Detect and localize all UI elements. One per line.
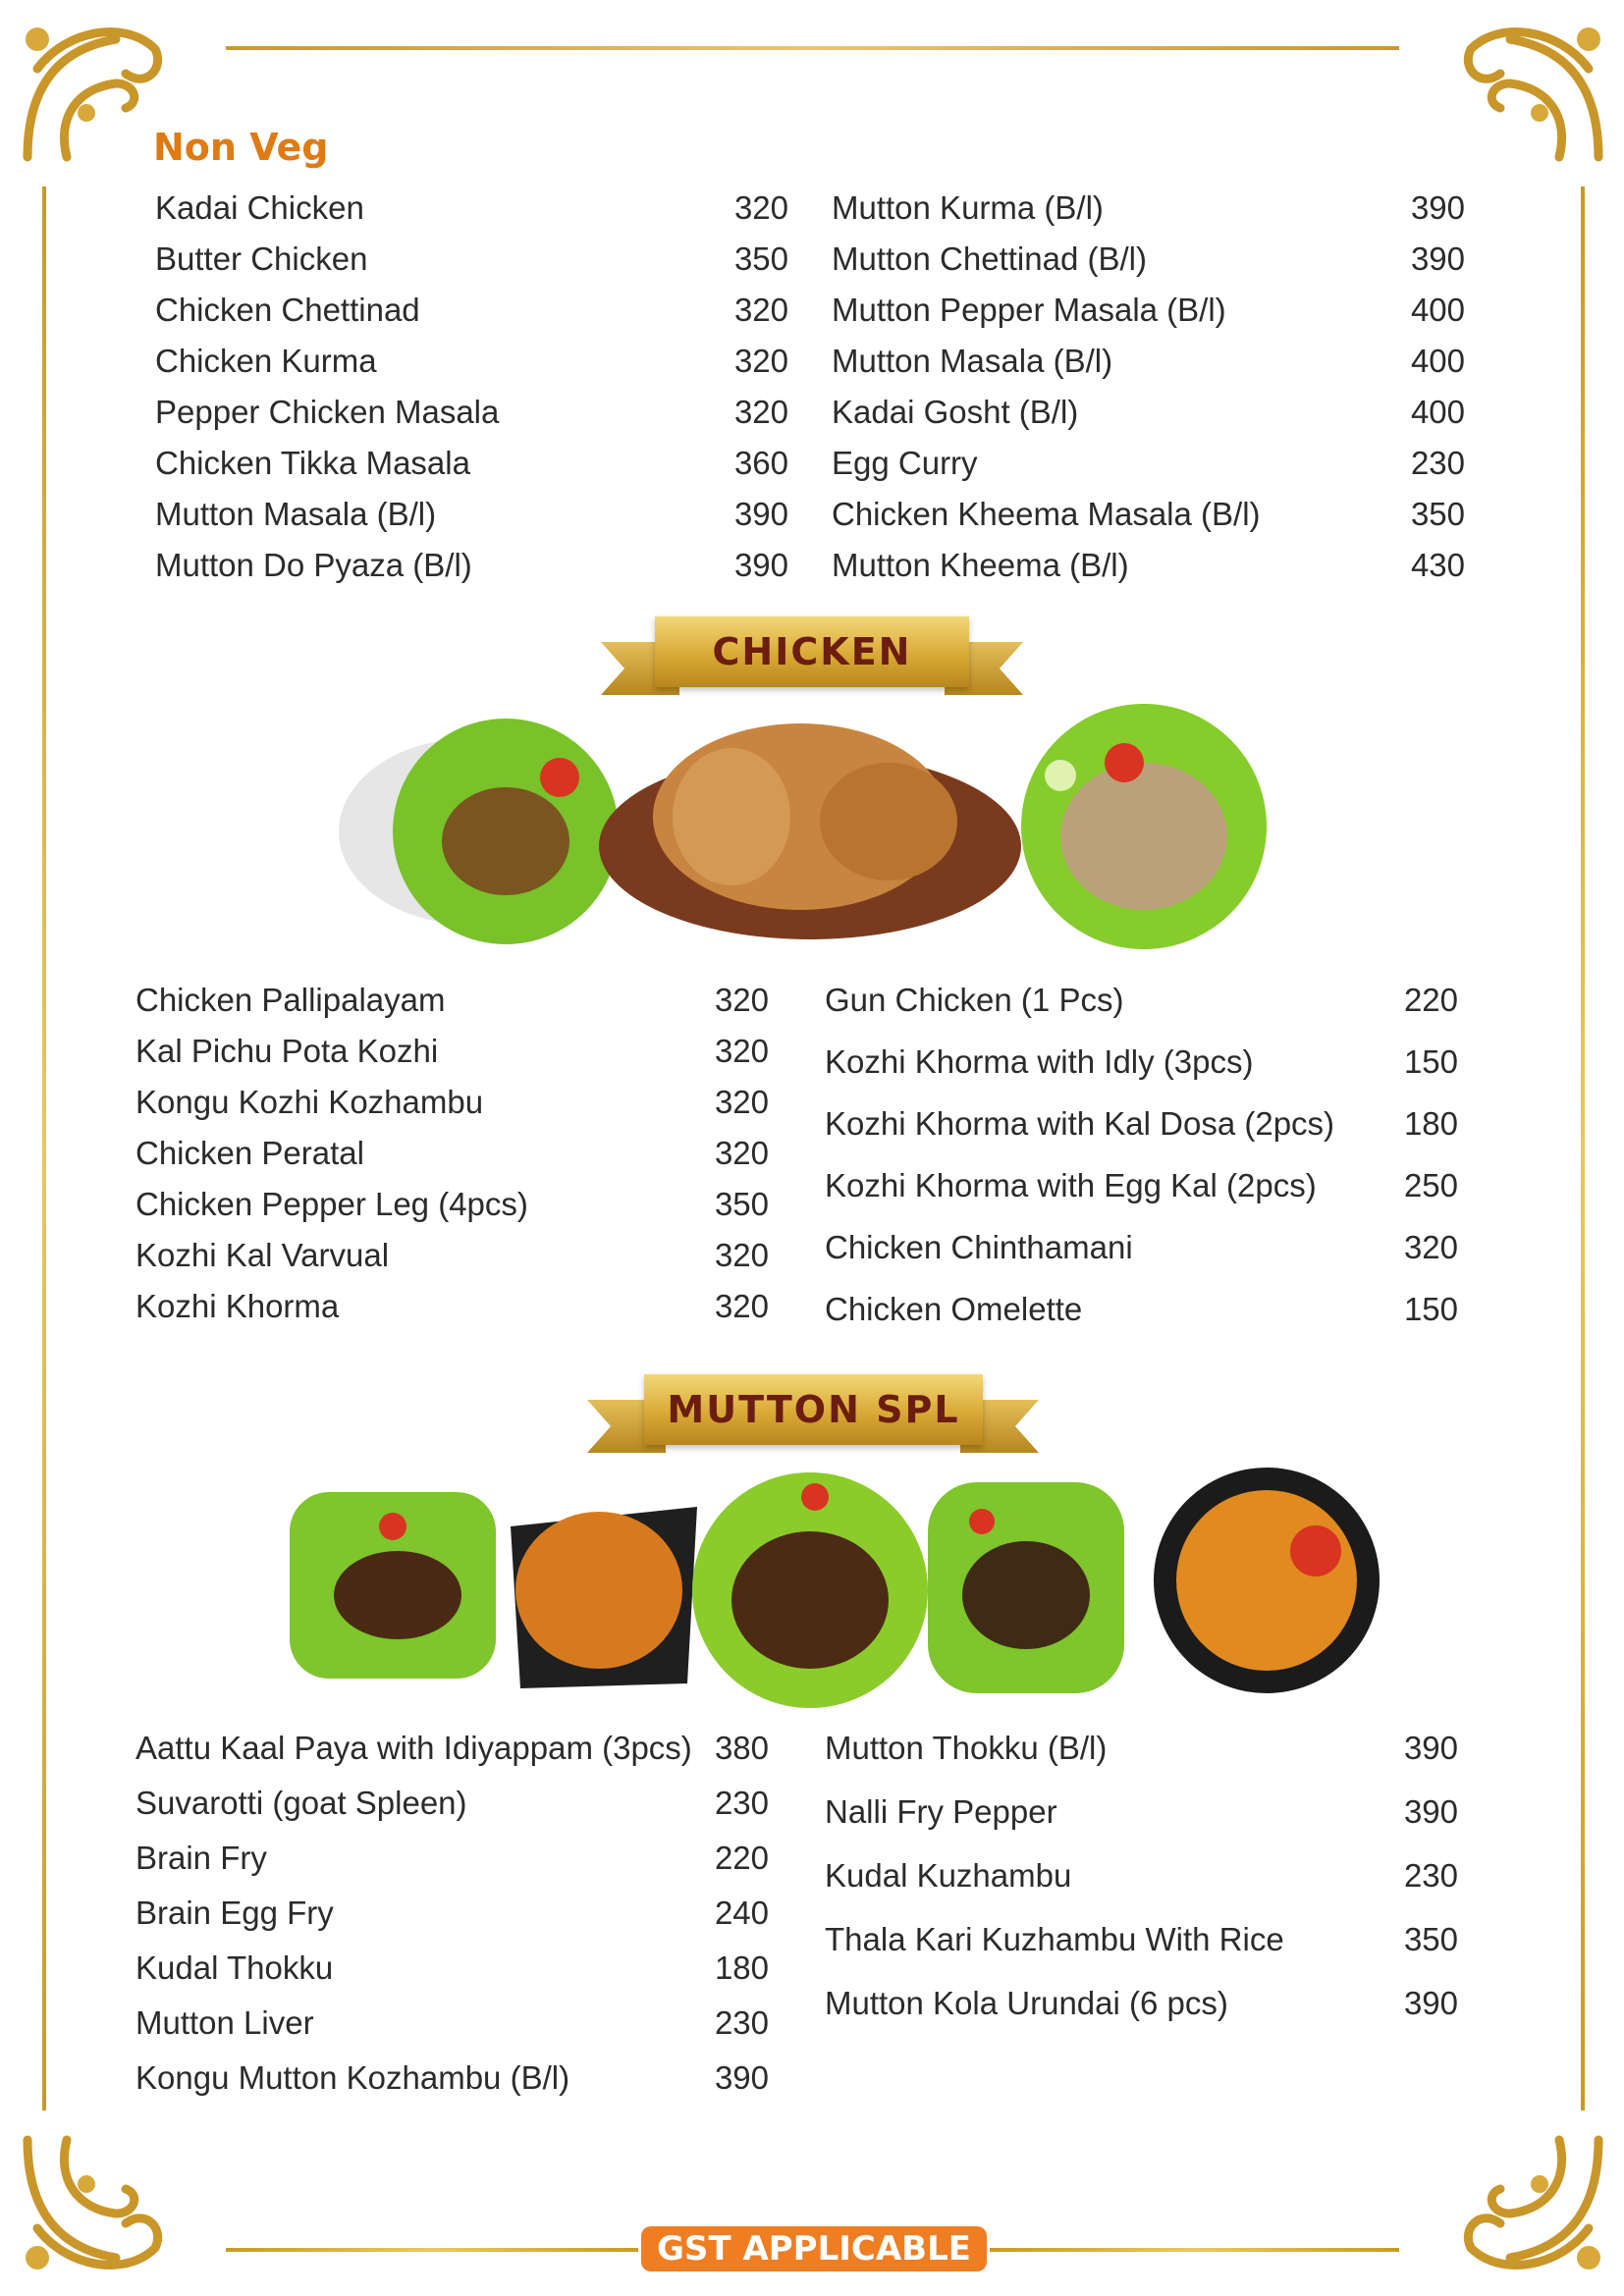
menu-item — [832, 394, 1465, 431]
item-price: 230 — [1410, 445, 1465, 481]
mutton-banner-label: MUTTON SPL — [644, 1374, 983, 1445]
menu-item — [825, 1921, 1458, 1958]
non-veg-left-list — [155, 189, 788, 602]
item-price: 390 — [1403, 1985, 1458, 2021]
menu-item — [832, 292, 1465, 329]
item-price: 390 — [1410, 240, 1465, 277]
item-name: Gun Chicken (1 Pcs) — [825, 982, 1124, 1018]
item-price: 390 — [1403, 1793, 1458, 1830]
menu-item — [825, 1985, 1458, 2022]
item-price: 150 — [1403, 1291, 1458, 1327]
item-name: Mutton Do Pyaza (B/l) — [155, 547, 472, 583]
mutton-banner — [587, 1374, 1039, 1463]
item-name: Aattu Kaal Paya with Idiyappam (3pcs) — [135, 1730, 692, 1766]
menu-item — [135, 2004, 769, 2042]
item-price: 220 — [714, 1840, 769, 1876]
ornament-bottom-left-icon — [8, 2120, 175, 2287]
menu-item — [135, 1033, 769, 1070]
item-price: 430 — [1410, 547, 1465, 583]
item-name: Kal Pichu Pota Kozhi — [135, 1033, 439, 1069]
menu-item — [135, 1895, 769, 1932]
item-name: Kudal Thokku — [135, 1949, 334, 1986]
gst-applicable-badge: GST APPLICABLE — [641, 2226, 987, 2271]
chicken-banner-label: CHICKEN — [655, 616, 969, 687]
menu-item — [825, 1291, 1458, 1328]
item-name: Mutton Masala (B/l) — [155, 496, 437, 532]
menu-item — [155, 445, 788, 482]
item-name: Chicken Omelette — [825, 1291, 1083, 1327]
item-name: Chicken Kheema Masala (B/l) — [832, 496, 1261, 532]
chicken-banner — [601, 616, 1023, 705]
item-price: 320 — [714, 1237, 769, 1273]
chicken-left-list — [135, 982, 769, 1345]
mutton-right-list — [825, 1730, 1458, 2044]
menu-item — [825, 1043, 1458, 1081]
item-name: Kudal Kuzhambu — [825, 1857, 1072, 1894]
menu-item — [155, 394, 788, 431]
item-price: 320 — [714, 1135, 769, 1171]
item-name: Mutton Thokku (B/l) — [825, 1730, 1108, 1766]
item-name: Kozhi Khorma with Kal Dosa (2pcs) — [825, 1105, 1335, 1142]
menu-item — [825, 982, 1458, 1019]
item-name: Mutton Masala (B/l) — [832, 343, 1113, 379]
menu-item — [825, 1793, 1458, 1831]
item-name: Mutton Liver — [135, 2004, 314, 2041]
item-price: 350 — [1410, 496, 1465, 532]
item-name: Mutton Kurma (B/l) — [832, 189, 1104, 226]
item-price: 320 — [1403, 1229, 1458, 1265]
item-price: 350 — [733, 240, 788, 277]
item-price: 320 — [733, 394, 788, 430]
menu-item — [832, 445, 1465, 482]
item-name: Mutton Kola Urundai (6 pcs) — [825, 1985, 1228, 2021]
non-veg-right-list — [832, 189, 1465, 602]
item-name: Chicken Kurma — [155, 343, 377, 379]
bottom-border-line-right — [990, 2248, 1399, 2252]
item-price: 320 — [733, 189, 788, 226]
mutton-left-list — [135, 1730, 769, 2103]
item-name: Pepper Chicken Masala — [155, 394, 500, 430]
item-name: Chicken Pepper Leg (4pcs) — [135, 1186, 528, 1222]
menu-item — [135, 1135, 769, 1172]
menu-item — [135, 1730, 769, 1767]
menu-item — [832, 189, 1465, 227]
item-name: Kozhi Khorma with Egg Kal (2pcs) — [825, 1167, 1317, 1203]
menu-item — [832, 240, 1465, 278]
item-price: 230 — [1403, 1857, 1458, 1894]
item-price: 390 — [1403, 1730, 1458, 1766]
item-name: Chicken Chinthamani — [825, 1229, 1133, 1265]
chicken-dish-images — [339, 699, 1281, 964]
item-price: 220 — [1403, 982, 1458, 1018]
right-border-line — [1581, 187, 1585, 2110]
menu-item — [135, 1785, 769, 1822]
item-name: Thala Kari Kuzhambu With Rice — [825, 1921, 1284, 1957]
item-price: 180 — [714, 1949, 769, 1986]
ornament-top-right-icon — [1451, 10, 1618, 177]
menu-item — [155, 292, 788, 329]
menu-item — [135, 1840, 769, 1877]
item-price: 320 — [714, 1084, 769, 1120]
menu-item — [135, 1237, 769, 1274]
item-name: Kadai Gosht (B/l) — [832, 394, 1079, 430]
item-price: 320 — [714, 1288, 769, 1324]
item-price: 230 — [714, 2004, 769, 2041]
menu-item — [135, 1949, 769, 1987]
menu-item — [135, 1084, 769, 1121]
item-name: Chicken Pallipalayam — [135, 982, 446, 1018]
item-name: Nalli Fry Pepper — [825, 1793, 1057, 1830]
item-name: Mutton Chettinad (B/l) — [832, 240, 1147, 277]
menu-item — [155, 343, 788, 380]
menu-item — [135, 2059, 769, 2097]
item-price: 320 — [714, 1033, 769, 1069]
menu-item — [832, 496, 1465, 533]
menu-item — [832, 343, 1465, 380]
item-name: Chicken Peratal — [135, 1135, 364, 1171]
item-price: 230 — [714, 1785, 769, 1821]
menu-item — [155, 189, 788, 227]
mutton-dish-images — [285, 1468, 1394, 1713]
item-price: 390 — [733, 496, 788, 532]
menu-item — [135, 982, 769, 1019]
item-name: Chicken Tikka Masala — [155, 445, 470, 481]
item-price: 320 — [733, 292, 788, 328]
top-border-line — [226, 46, 1399, 50]
non-veg-title: Non Veg — [153, 126, 329, 169]
item-price: 360 — [733, 445, 788, 481]
item-price: 380 — [714, 1730, 769, 1766]
menu-item — [832, 547, 1465, 584]
menu-item — [155, 547, 788, 584]
item-price: 240 — [714, 1895, 769, 1931]
chicken-right-list — [825, 982, 1458, 1345]
menu-item — [155, 240, 788, 278]
ornament-bottom-right-icon — [1451, 2120, 1618, 2287]
item-price: 150 — [1403, 1043, 1458, 1080]
item-price: 400 — [1410, 343, 1465, 379]
item-name: Mutton Kheema (B/l) — [832, 547, 1129, 583]
menu-item — [825, 1229, 1458, 1266]
item-price: 390 — [733, 547, 788, 583]
menu-item — [825, 1105, 1458, 1143]
item-name: Kongu Kozhi Kozhambu — [135, 1084, 484, 1120]
item-price: 350 — [1403, 1921, 1458, 1957]
menu-item — [825, 1730, 1458, 1767]
item-price: 350 — [714, 1186, 769, 1222]
menu-item — [135, 1186, 769, 1223]
item-name: Mutton Pepper Masala (B/l) — [832, 292, 1226, 328]
item-price: 180 — [1403, 1105, 1458, 1142]
item-name: Egg Curry — [832, 445, 978, 481]
item-name: Butter Chicken — [155, 240, 368, 277]
item-price: 320 — [714, 982, 769, 1018]
item-name: Kozhi Kal Varvual — [135, 1237, 390, 1273]
menu-item — [825, 1857, 1458, 1895]
item-name: Suvarotti (goat Spleen) — [135, 1785, 467, 1821]
item-name: Kongu Mutton Kozhambu (B/l) — [135, 2059, 570, 2096]
left-border-line — [42, 187, 46, 2110]
item-price: 400 — [1410, 292, 1465, 328]
item-price: 250 — [1403, 1167, 1458, 1203]
item-name: Brain Fry — [135, 1840, 267, 1876]
menu-item — [155, 496, 788, 533]
menu-item — [825, 1167, 1458, 1204]
item-name: Kozhi Khorma — [135, 1288, 340, 1324]
item-price: 320 — [733, 343, 788, 379]
bottom-border-line-left — [226, 2248, 638, 2252]
ornament-top-left-icon — [8, 10, 175, 177]
item-price: 400 — [1410, 394, 1465, 430]
item-price: 390 — [1410, 189, 1465, 226]
item-name: Chicken Chettinad — [155, 292, 420, 328]
item-price: 390 — [714, 2059, 769, 2096]
menu-item — [135, 1288, 769, 1325]
item-name: Kadai Chicken — [155, 189, 364, 226]
item-name: Kozhi Khorma with Idly (3pcs) — [825, 1043, 1254, 1080]
item-name: Brain Egg Fry — [135, 1895, 334, 1931]
